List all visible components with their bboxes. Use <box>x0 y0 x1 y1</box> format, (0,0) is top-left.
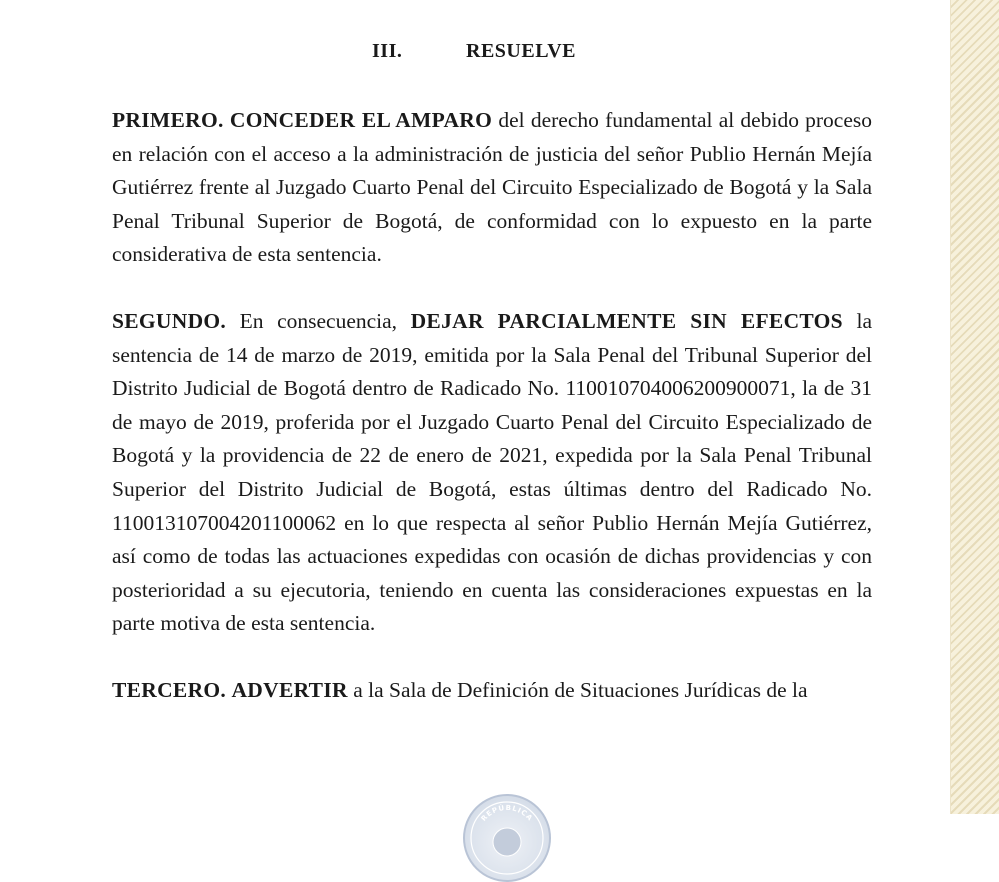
paragraph-action: DEJAR PARCIALMENTE SIN EFECTOS <box>410 308 843 333</box>
seal-text: REPÚBLICA <box>479 803 535 823</box>
paragraph-text: del derecho fundamental al debido proceso en relación con el acceso a la administración de justicia del señor Publio Hernán Mejía Gutiérrez frente al Juzgado Cuarto Penal del Circuito Especializado de Bogotá y la Sala Penal Tribunal Superior de Bogotá, de conformidad con lo expuesto en la parte considerativa de esta sentencia. <box>112 108 873 267</box>
paragraph-text: a la Sala de Definición de Situaciones Jurídicas de la <box>347 677 808 702</box>
paragraph-label: PRIMERO. <box>112 108 224 132</box>
paragraph-primero <box>112 104 872 272</box>
paragraph-tercero <box>112 674 872 708</box>
paragraph-action: ADVERTIR <box>231 677 348 702</box>
court-seal-icon <box>463 794 551 882</box>
paragraph-label: TERCERO. <box>112 677 227 702</box>
section-heading <box>0 40 950 66</box>
paragraph-intro: En consecuencia, <box>226 308 411 333</box>
section-title: RESUELVE <box>466 40 576 62</box>
svg-text:REPÚBLICA <box>480 803 535 823</box>
document-body <box>112 104 872 741</box>
seal-graphic <box>465 796 549 880</box>
paragraph-action: CONCEDER EL AMPARO <box>229 108 493 132</box>
section-number: III. <box>372 40 403 62</box>
paragraph-segundo <box>112 305 872 641</box>
paragraph-text: la sentencia de 14 de marzo de 2019, emitida por la Sala Penal del Tribunal Superior del Distrito Judicial de Bogotá dentro de Radicado No. 110010704006200900071, la de 31 de mayo de 2019, proferida por el Juzgado Cuarto Penal del Circuito Especializado de Bogotá y la providencia de 22 de enero de 2021, expedida por la Sala Penal Tribunal Superior del Distrito Judicial de Bogotá, estas últimas dentro del Radicado No. 110013107004201100062 en lo que respecta al señor Publio Hernán Mejía Gutiérrez, así como de todas las actuaciones expedidas con ocasión de dichas providencias y con posterioridad a su ejecutoria, teniendo en cuenta las consideraciones expuestas en la parte motiva de esta sentencia. <box>112 308 872 636</box>
paragraph-label: SEGUNDO. <box>112 308 227 333</box>
page-edge-stripe <box>950 0 999 814</box>
